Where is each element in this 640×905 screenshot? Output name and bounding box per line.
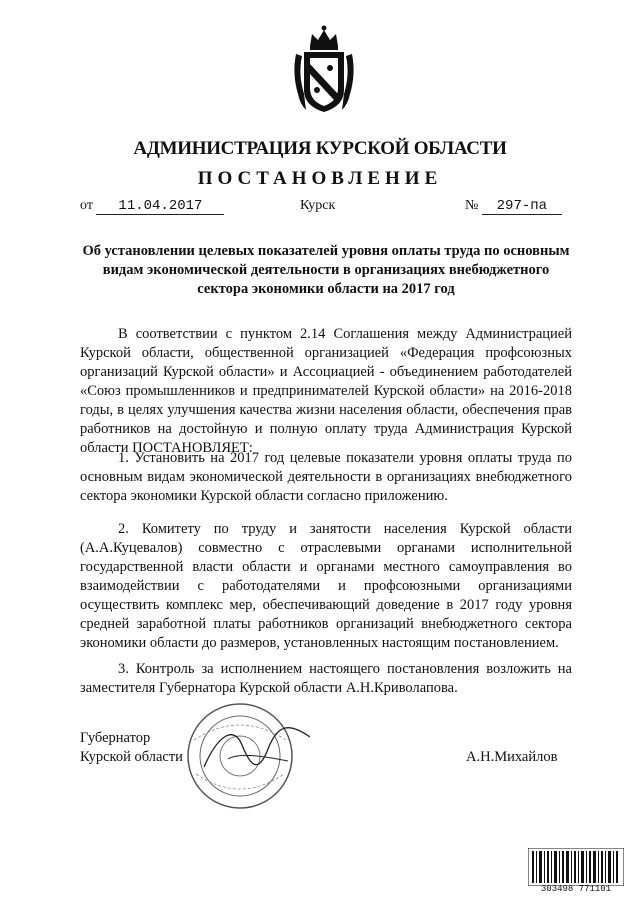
item-3-paragraph: 3. Контроль за исполнением настоящего постановления возложить на заместителя Губернатора Курской области А.Н.Криволапова. — [80, 661, 572, 696]
decree-number: 297-па — [482, 198, 562, 215]
item-2-paragraph: 2. Комитету по труду и занятости населения Курской области (А.А.Куцевалов) совместно с отраслевыми органами исполнительной государственной власти области и органами местного самоуправления во взаимодействии с работодателями и профсоюзными организациями осуществить комплекс мер, обеспечивающий доведение в 2017 году уровня средней заработной платы работников организаций внебюджетного сектора экономики области до размеров, установленных настоящим постановлением. — [80, 521, 572, 651]
signatory-position-line1: Губернатор — [80, 730, 151, 746]
barcode-number: 303498 771101 — [540, 884, 612, 894]
number-line — [465, 198, 562, 215]
signatory-position-line2: Курской области — [80, 749, 183, 765]
document-title: Об установлении целевых показателей уровня оплаты труда по основным видам экономической деятельности в организациях внебюджетного сектора экономики области на 2017 год — [82, 243, 570, 297]
item-1-paragraph: 1. Установить на 2017 год целевые показатели уровня оплаты труда по основным видам экономической деятельности в организациях внебюджетного сектора экономики Курской области согласно приложению. — [80, 450, 572, 504]
preamble-paragraph: В соответствии с пунктом 2.14 Соглашения между Администрацией Курской области, общественной организацией «Федерация профсоюзных организаций Курской области» и Ассоциацией - объединением работодателей «Союз промышленников и предпринимателей Курской области» на 2016-2018 годы, в целях улучшения качества жизни населения области, обеспечения прав работников на достойную и полную оплату труда Администрация Курской области ПОСТАНОВЛЯЕТ: — [80, 326, 572, 456]
handwritten-signature-icon — [198, 715, 318, 785]
decree-date: 11.04.2017 — [96, 198, 224, 215]
number-prefix: № — [465, 198, 479, 213]
city-label: Курск — [300, 198, 336, 213]
date-prefix: от — [80, 198, 93, 213]
date-line — [80, 198, 224, 215]
barcode-icon — [528, 848, 624, 886]
document-type-heading: ПОСТАНОВЛЕНИЕ — [197, 168, 443, 189]
organization-heading: АДМИНИСТРАЦИЯ КУРСКОЙ ОБЛАСТИ — [133, 138, 507, 159]
coat-of-arms-icon — [290, 24, 358, 116]
signatory-name: А.Н.Михайлов — [466, 749, 558, 765]
